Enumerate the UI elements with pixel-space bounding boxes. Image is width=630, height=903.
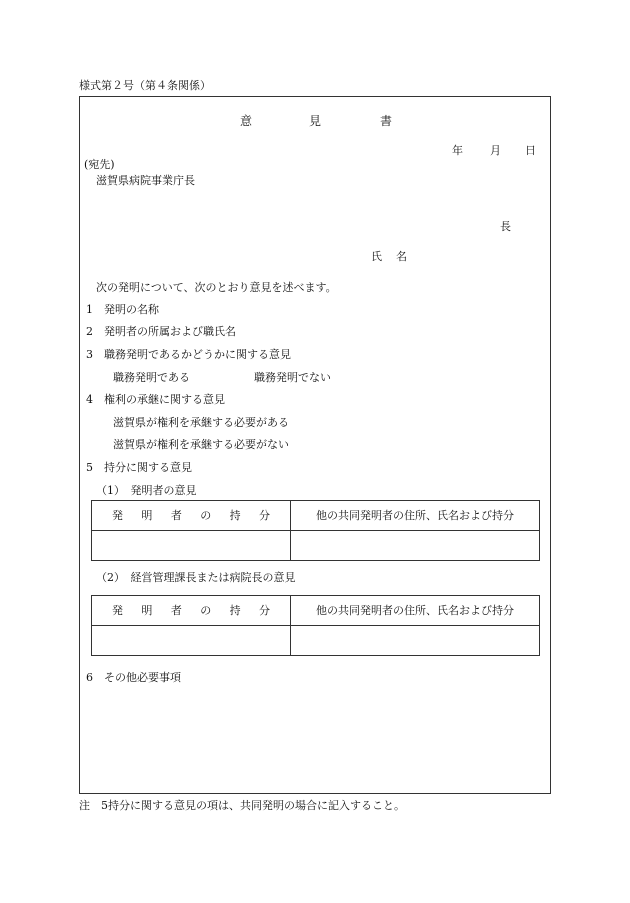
sub-item-1-inventor-opinion: （1） 発明者の意見 xyxy=(96,484,197,497)
date-month-label: 月 xyxy=(490,144,501,157)
title-char-3: 書 xyxy=(380,114,393,128)
others-share-entry[interactable] xyxy=(291,531,540,561)
chief-label: 長 xyxy=(500,220,511,233)
date-day-label: 日 xyxy=(525,144,536,157)
option-is-job-invention: 職務発明である xyxy=(113,371,190,384)
form-number: 様式第２号（第４条関係） xyxy=(79,79,211,92)
name-label-1: 氏 xyxy=(371,250,382,263)
share-header-char: 発 xyxy=(112,509,131,522)
others-header-cell: 他の共同発明者の住所、氏名および持分 xyxy=(291,501,540,531)
others-header-cell: 他の共同発明者の住所、氏名および持分 xyxy=(291,596,540,626)
sub-item-2-manager-opinion: （2） 経営管理課長または病院長の意見 xyxy=(96,571,296,584)
date-year-label: 年 xyxy=(452,144,463,157)
share-table-inventor xyxy=(91,500,540,561)
name-label-2: 名 xyxy=(396,250,407,263)
option-succession-needed: 滋賀県が権利を承継する必要がある xyxy=(113,416,289,429)
addressee: 滋賀県病院事業庁長 xyxy=(96,174,195,187)
share-header-char: の xyxy=(200,509,219,522)
share-header-char: 持 xyxy=(229,509,249,522)
intro-text: 次の発明について、次のとおり意見を述べます。 xyxy=(96,281,337,294)
manager-share-entry[interactable] xyxy=(92,626,291,656)
item-6-other-matters: 6 その他必要事項 xyxy=(86,671,181,684)
share-header-cell xyxy=(92,596,291,626)
share-header-char: の xyxy=(200,604,219,617)
item-1-invention-name: 1 発明の名称 xyxy=(86,303,159,316)
option-not-job-invention: 職務発明でない xyxy=(254,371,331,384)
share-header-char: 明 xyxy=(141,509,160,522)
share-header-char: 明 xyxy=(141,604,160,617)
share-header-char: 発 xyxy=(112,604,131,617)
share-header-char: 者 xyxy=(170,604,190,617)
share-table-manager xyxy=(91,595,540,656)
item-5-share: 5 持分に関する意見 xyxy=(86,461,192,474)
share-header-cell xyxy=(92,501,291,531)
share-header-char: 分 xyxy=(259,509,271,522)
inventor-share-entry[interactable] xyxy=(92,531,291,561)
manager-others-share-entry[interactable] xyxy=(291,626,540,656)
share-header-char: 者 xyxy=(170,509,190,522)
item-4-right-succession: 4 権利の承継に関する意見 xyxy=(86,393,225,406)
title-char-1: 意 xyxy=(240,114,253,128)
addressee-label: (宛先) xyxy=(84,158,115,171)
item-2-inventor-affiliation: 2 発明者の所属および職氏名 xyxy=(86,325,236,338)
item-3-job-invention: 3 職務発明であるかどうかに関する意見 xyxy=(86,348,291,361)
option-succession-not-needed: 滋賀県が権利を承継する必要がない xyxy=(113,438,289,451)
share-header-char: 分 xyxy=(259,604,271,617)
footnote: 注 5持分に関する意見の項は、共同発明の場合に記入すること。 xyxy=(79,799,405,812)
share-header-char: 持 xyxy=(229,604,249,617)
title-char-2: 見 xyxy=(309,114,322,128)
